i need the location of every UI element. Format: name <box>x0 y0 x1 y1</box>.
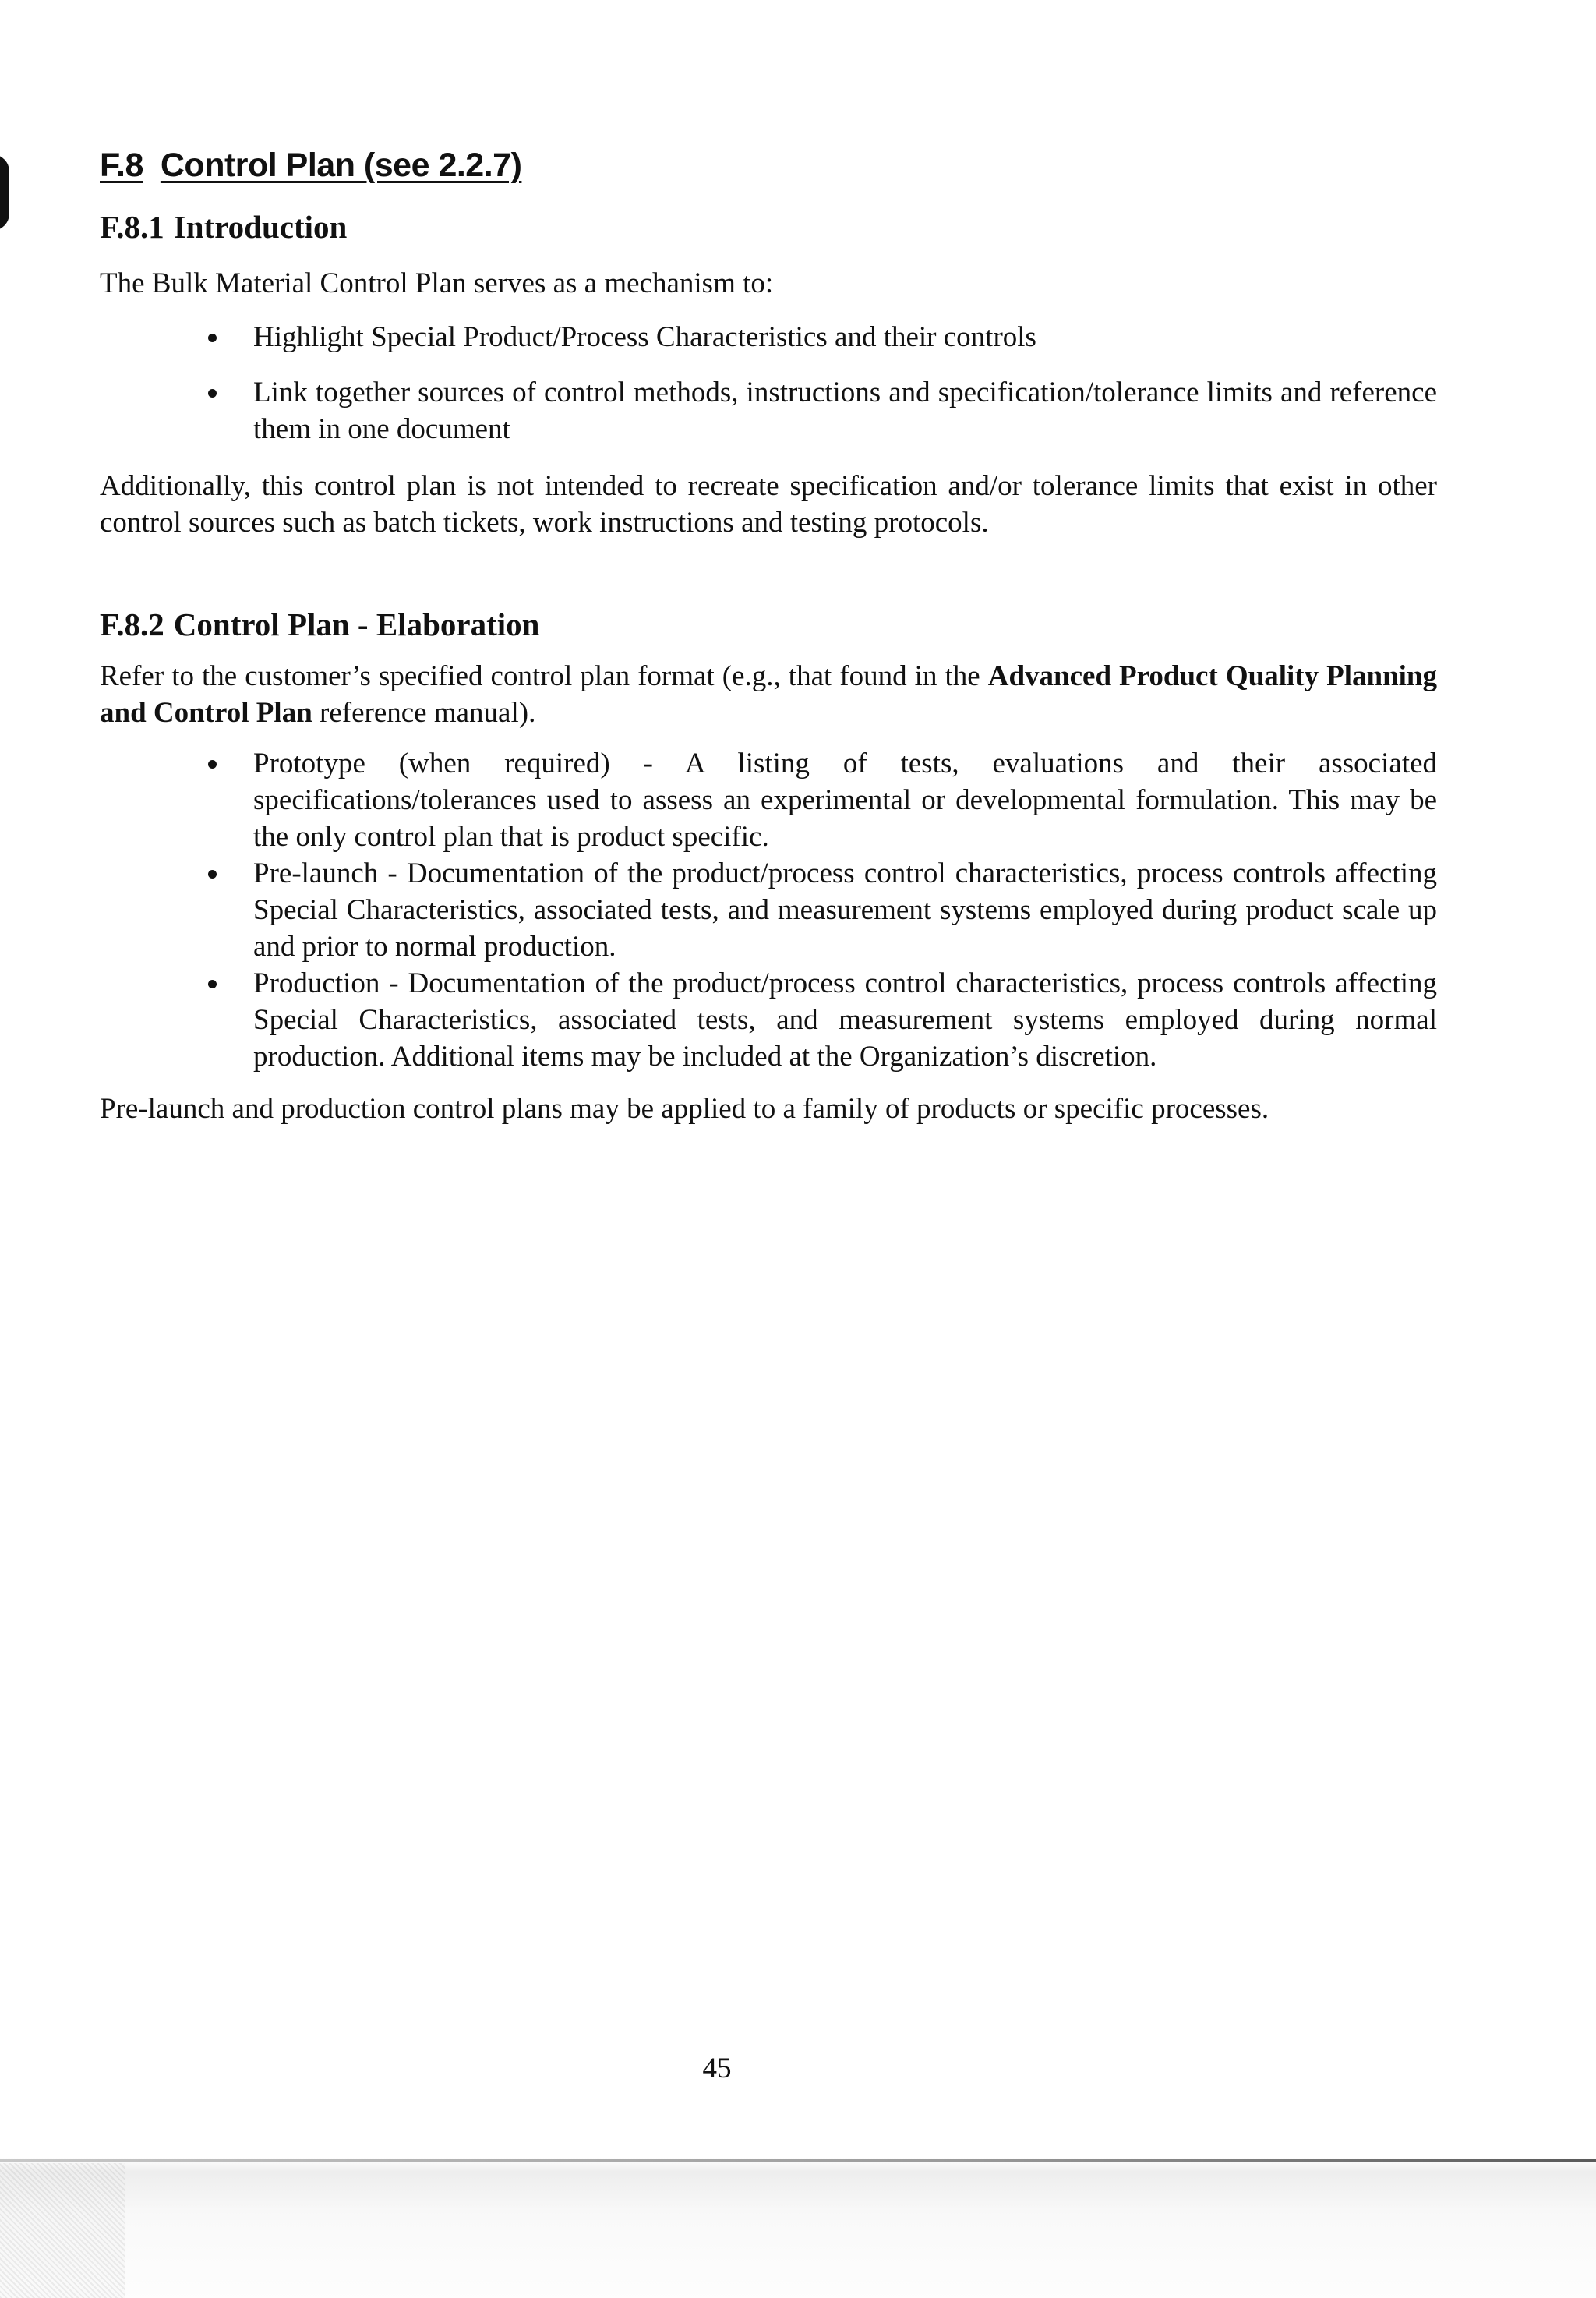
elaboration-heading <box>100 605 1437 644</box>
elaboration-lead-end: reference manual). <box>312 697 536 729</box>
scan-edge-line <box>0 2159 1596 2162</box>
introduction-heading <box>100 207 1437 246</box>
elaboration-bullet-prototype: Prototype (when required) - A listing of tests, evaluations and their associated specifications/tolerances used to assess an experimental or developmental formulation. This may be the only control plan that is product specific. <box>253 745 1437 855</box>
page-number: 45 <box>702 2052 732 2084</box>
elaboration-bullet-prelaunch: Pre-launch - Documentation of the product/process control characteristics, process controls affecting Special Characteristics, associated tests, and measurement systems employed during product scale up and prior to normal production. <box>253 855 1437 965</box>
scan-margin-mark <box>0 154 9 231</box>
introduction-number: F.8.1 <box>100 209 164 245</box>
introduction-bullet: Link together sources of control methods, instructions and specification/tolerance limits and reference them in one document <box>253 374 1437 447</box>
elaboration-closing: Pre-launch and production control plans may be applied to a family of products or specific processes. <box>100 1093 1269 1125</box>
elaboration-lead-start: Refer to the customer’s specified control plan format (e.g., that found in the <box>100 660 988 692</box>
introduction-bullet: Highlight Special Product/Process Characteristics and their controls <box>253 319 1437 355</box>
introduction-heading-text: Introduction <box>173 209 348 245</box>
elaboration-lead <box>100 658 1437 731</box>
scan-edge-shadow <box>0 2158 1596 2298</box>
elaboration-bullet-list <box>100 745 1437 1075</box>
section-title <box>100 147 521 185</box>
manual-title: Advanced Product Quality Planning and Control Plan <box>100 660 1438 729</box>
introduction-lead: The Bulk Material Control Plan serves as a mechanism to: <box>100 267 774 299</box>
section-number: F.8 <box>100 147 143 184</box>
elaboration-bullet-production: Production - Documentation of the product/process control characteristics, process controls affecting Special Characteristics, associated tests, and measurement systems employed during normal production. Additional items may be included at the Organization’s discretion. <box>253 965 1437 1075</box>
elaboration-heading-text: Control Plan - Elaboration <box>173 606 540 642</box>
section-title-text: Control Plan (see 2.2.7) <box>160 147 522 184</box>
document-body <box>100 204 1437 1127</box>
scan-corner-texture <box>0 2163 125 2298</box>
introduction-bullet-list <box>100 319 1437 447</box>
introduction-additional-paragraph: Additionally, this control plan is not intended to recreate specification and/or tolerance limits that exist in other control sources such as batch tickets, work instructions and testing protocols. <box>100 470 1437 539</box>
elaboration-number: F.8.2 <box>100 606 164 642</box>
